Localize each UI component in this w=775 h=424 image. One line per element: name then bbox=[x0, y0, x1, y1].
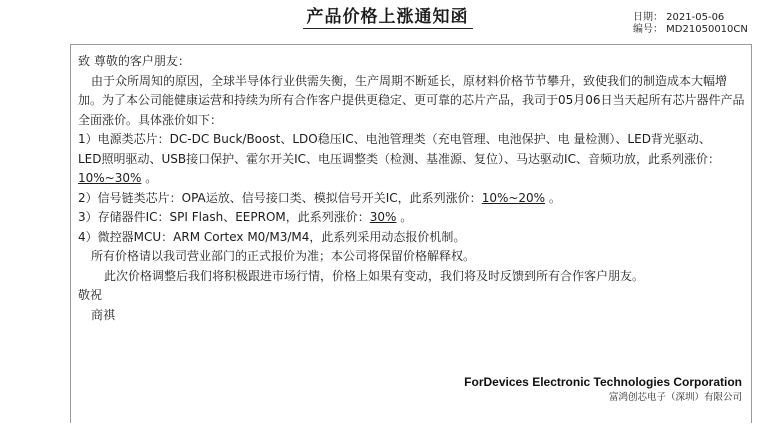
document-title-text: 产品价格上涨通知函 bbox=[303, 7, 473, 29]
salutation: 致 尊敬的客户朋友： bbox=[78, 54, 190, 68]
item-2-rate: 10%~20% bbox=[481, 190, 546, 205]
document-meta bbox=[633, 12, 748, 36]
note-2: 此次价格调整后我们将积极跟进市场行情，价格上如果有变动，我们将及时反馈到所有合作客户朋友。 bbox=[104, 268, 645, 283]
item-1-line-1: 1）电源类芯片：DC-DC Buck/Boost、LDO稳压IC、电池管理类（充电管理、电池保护、电 量检测）、LED背光驱动、 bbox=[78, 132, 711, 146]
item-3-rate: 30% bbox=[369, 210, 397, 224]
item-3-text: 3）存储器件IC：SPI Flash、EEPROM，此系列涨价： bbox=[78, 210, 370, 224]
intro-paragraph: 由于众所周知的原因，全球半导体行业供需失衡，生产周期不断延长，原材料价格节节攀升，致使我们的制造成本大幅增加。为了本公司能健康运营和持续为所有合作客户提供更稳定、更可靠的芯片产品，我司于05月06日当天起所有芯片器件产品全面涨价。具体涨价如下： bbox=[78, 73, 745, 127]
item-1-rate: 10%~30% bbox=[78, 171, 142, 185]
item-3-end: 。 bbox=[396, 210, 413, 224]
item-4: 4）微控器MCU：ARM Cortex M0/M3/M4，此系列采用动态报价机制。 bbox=[78, 229, 466, 244]
company-name-chinese: 富鸿创芯电子（深圳）有限公司 bbox=[608, 392, 742, 403]
document-number: 编号： MD21050010CN bbox=[633, 24, 748, 35]
letter-body bbox=[78, 52, 746, 325]
item-1-rate-line bbox=[78, 169, 746, 189]
document-date: 日期： 2021-05-06 bbox=[633, 12, 725, 23]
item-2-end: 。 bbox=[545, 190, 561, 205]
item-1-end: 。 bbox=[141, 171, 158, 185]
closing-2: 商祺 bbox=[91, 307, 116, 322]
note-1: 所有价格请以我司营业部门的正式报价为准；本公司将保留价格解释权。 bbox=[91, 249, 476, 263]
item-2 bbox=[78, 189, 746, 209]
item-3 bbox=[78, 208, 746, 228]
item-2-text: 2）信号链类芯片：OPA运放、信号接口类、模拟信号开关IC，此系列涨价： bbox=[78, 190, 482, 205]
closing-1: 敬祝 bbox=[78, 288, 103, 302]
company-name-english: ForDevices Electronic Technologies Corporation bbox=[464, 375, 742, 389]
signature-block bbox=[464, 374, 742, 405]
item-1-line-2: LED照明驱动、USB接口保护、霍尔开关IC、电压调整类（检测、基准源、复位）、马达驱动IC、音频功放，此系列涨价： bbox=[78, 151, 720, 166]
